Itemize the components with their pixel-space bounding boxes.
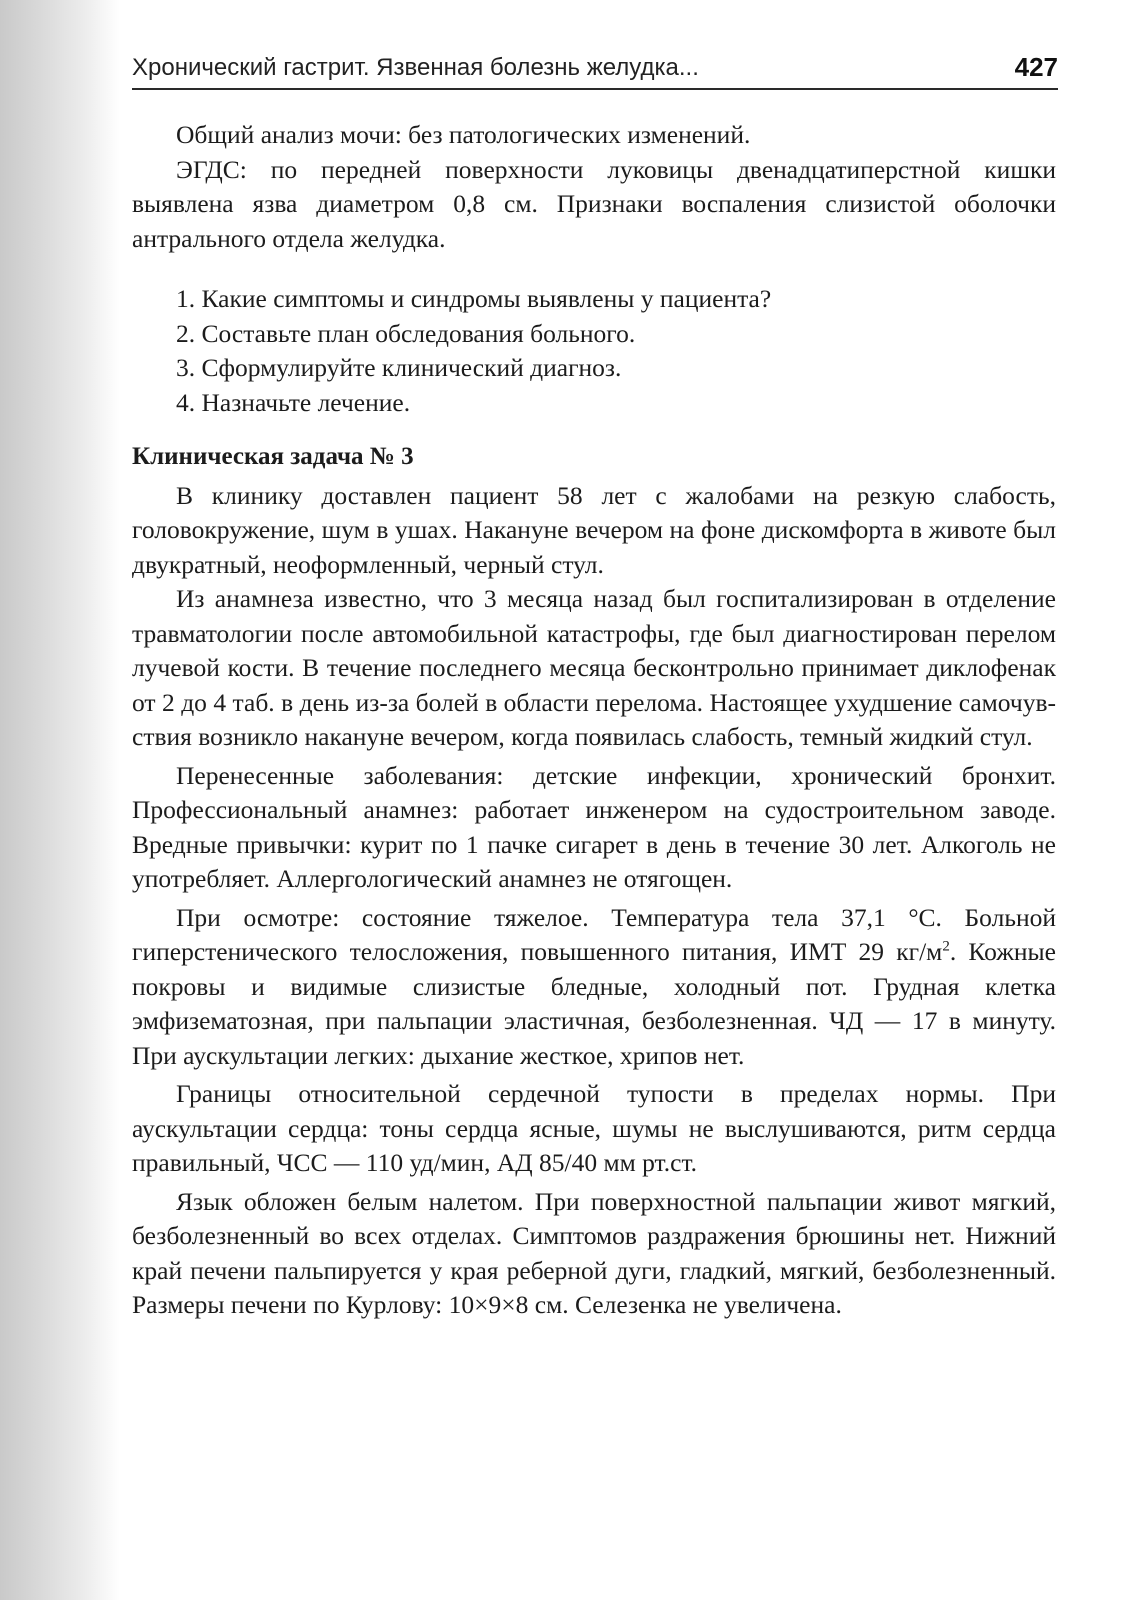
- page-gutter-shadow: [0, 0, 120, 1600]
- page-header: [132, 52, 1058, 90]
- question-item: 1. Какие симптомы и синдромы выявлены у пациента?: [176, 284, 772, 313]
- questions-list: [132, 282, 1056, 420]
- examination-paragraph: [132, 901, 1056, 1074]
- complaints-paragraph: В клинику доставлен пациент 58 лет с жалобами на резкую слабость, головокружение, шум в ушах. Накануне вечером на фоне дискомфорта в животе был двукратный, неоформленный, черный стул.: [132, 480, 1056, 579]
- anamnesis-paragraph: Из анамнеза известно, что 3 месяца назад был госпитализирован в отделение травматологии после автомобильной катастрофы, где был диагностирован перелом лучевой кости. В течение последнего месяца бесконтрольно принимает диклофенак от 2 до 4 таб. в день из-за болей в области перелома. Настоящее ухудшение самочув-ствия возникло накануне вечером, когда появилась слабость, темный жидкий стул.: [132, 584, 1056, 751]
- examination-text: При осмотре: состояние тяжелое. Температура тела 37,1 °С. Больной гиперстенического телосложения, повышенного питания, ИМТ 29 кг/м: [132, 902, 1056, 966]
- examination-text-continued: . Кожные покровы и видимые слизистые бледные, холодный пот. Грудная клетка эмфизематозная, при пальпации эластичная, безболезненная. ЧД — 17 в минуту. При аускультации легких: дыхание жесткое, хрипов нет.: [132, 937, 1056, 1070]
- page-body: [132, 118, 1056, 1323]
- urine-analysis-paragraph: Общий анализ мочи: без патологических изменений.: [176, 120, 751, 149]
- egds-paragraph: ЭГДС: по передней поверхности луковицы двенадцатиперстной кишки выявлена язва диаметром 0,8 см. Признаки воспаления слизистой оболочки антрального отдела желудка.: [132, 154, 1056, 253]
- abdominal-paragraph: Язык обложен белым налетом. При поверхностной пальпации живот мягкий, безболезненный во всех отделах. Симптомов раздражения брюшины нет. Нижний край печени пальпируется у края реберной дуги, гладкий, мягкий, безболезненный. Размеры печени по Курлову: 10×9×8 см. Селезенка не увеличена.: [132, 1186, 1056, 1319]
- page-number: 427: [1014, 52, 1058, 82]
- question-item: 4. Назначьте лечение.: [176, 387, 411, 417]
- superscript-two: 2: [942, 938, 950, 955]
- running-title: Хронический гастрит. Язвенная болезнь желудка...: [132, 54, 699, 81]
- question-item: 2. Составьте план обследования больного.: [176, 318, 636, 348]
- cardiac-paragraph: Границы относительной сердечной тупости в пределах нормы. При аускультации сердца: тоны сердца ясные, шумы не выслушиваются, ритм сердца правильный, ЧСС — 110 уд/мин, АД 85/40 мм рт.ст.: [132, 1079, 1056, 1177]
- task-heading: Клиническая задача № 3: [132, 443, 414, 470]
- question-item: 3. Сформулируйте клинический диагноз.: [176, 353, 622, 382]
- past-history-paragraph: Перенесенные заболевания: детские инфекции, хронический бронхит. Профессиональный анамнез: работает инженером на судостроительном заводе. Вредные привычки: курит по 1 пачке сигарет в день в течение 30 лет. Алкоголь не употребляет. Аллергологический анамнез не отягощен.: [132, 760, 1056, 893]
